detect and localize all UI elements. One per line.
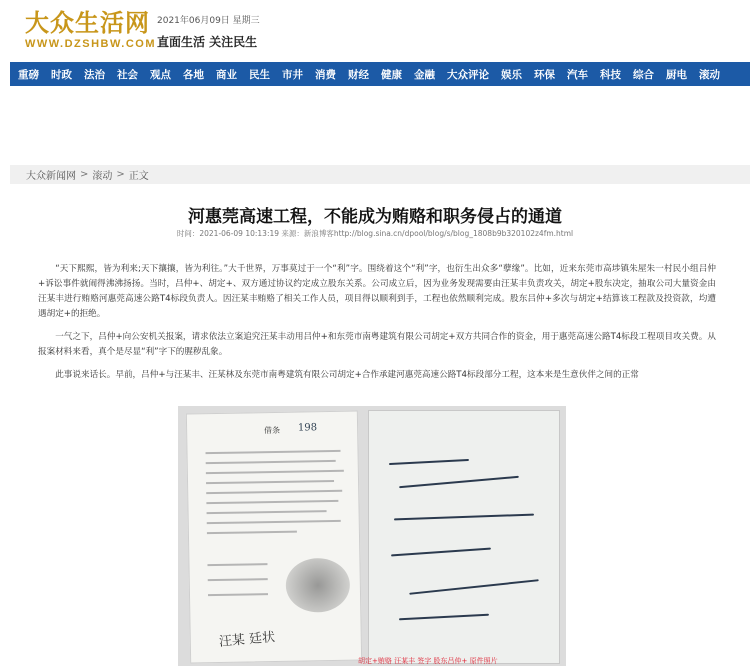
header-date: 2021年06月09日 星期三 [157,16,260,26]
nav-item[interactable]: 法治 [84,68,105,81]
breadcrumb-separator: > [116,169,125,180]
doc-number: 198 [297,422,318,434]
nav-item[interactable]: 社会 [117,68,138,81]
doc-signature: 汪某 廷状 [218,630,276,650]
article-meta: 时间：2021-06-09 10:13:19 来源：新浪博客http://blog.sina.cn/dpool/blog/s/blog_1808b9b320102z4fm.html [176,229,574,238]
main-nav [10,62,750,86]
nav-item[interactable]: 金融 [414,68,435,81]
photo-watermark: 胡定+贿赂 汪某丰 签字 股东吕仲+ 原件照片 [358,657,498,665]
article-paragraph: 一气之下，吕仲+向公安机关报案，请求依法立案追究汪某丰动用吕仲+和东莞市南粤建筑有限公司胡定+双方共同合作的资金，用于惠莞高速公路T4标段工程项目攻关费。从报案材料来看，真个是尽显“利”字下的腥秽乱象。 [38,332,716,357]
nav-item[interactable]: 各地 [183,68,204,81]
nav-item[interactable]: 科技 [600,68,621,81]
breadcrumb-separator: > [80,169,89,180]
nav-item[interactable]: 娱乐 [501,68,522,81]
doc-heading: 借条 [264,425,281,436]
nav-item[interactable]: 市井 [282,68,303,81]
nav-item[interactable]: 厨电 [666,68,687,81]
nav-item[interactable]: 环保 [534,68,555,81]
nav-item[interactable]: 时政 [51,68,72,81]
nav-item[interactable]: 消费 [315,68,336,81]
nav-item[interactable]: 综合 [633,68,654,81]
logo-url: WWW.DZSHBW.COM [25,38,156,50]
fingerprint-stamp [285,558,350,613]
nav-item[interactable]: 商业 [216,68,237,81]
nav-item[interactable]: 重磅 [18,68,39,81]
breadcrumb [10,165,750,184]
article-paragraph: “天下熙熙，皆为利来;天下攘攘，皆为利往。”大千世界，万事莫过于一个“利”字。围绕着这个“利”字，也衍生出众多“孽缘”。比如，近来东莞市高埗镇朱屋朱一村民小组吕仲+诉讼事件就闹得沸沸扬扬。当时，吕仲+、胡定+、双方通过协议约定成立股东关系。公司成立后，因为业务发现需要由汪某丰负责攻关，胡定+股东决定，抽取公司大量资金由汪某丰进行贿赂河惠莞高速公路T4标段负责人。因汪某丰贿赂了相关工作人员，项目得以顺利到手，工程也依然顺利完成。股东吕仲+多次与胡定+结算该工程款及投资款，均遭遇胡定+的拒绝。 [38,264,716,319]
article-title: 河惠莞高速工程，不能成为贿赂和职务侵占的通道 [188,207,562,227]
breadcrumb-current: 正文 [128,171,149,182]
nav-item[interactable]: 大众评论 [447,68,489,81]
nav-item[interactable]: 民生 [249,68,270,81]
article-body [38,262,716,391]
typed-document [186,411,362,664]
handwritten-note [368,410,560,664]
breadcrumb-rolling[interactable]: 滚动 [92,171,113,182]
article-paragraph: 此事说来话长。早前，吕仲+与汪某丰、汪某林及东莞市南粤建筑有限公司胡定+合作承建河惠莞高速公路T4标段部分工程，这本来是生意伙伴之间的正常 [55,370,639,380]
nav-item[interactable]: 滚动 [699,68,720,81]
nav-item[interactable]: 观点 [150,68,171,81]
site-logo[interactable] [25,10,156,50]
breadcrumb-home[interactable]: 大众新闻网 [26,171,76,182]
site-header [0,0,750,60]
header-slogan: 直面生活 关注民生 [157,35,258,49]
nav-item[interactable]: 汽车 [567,68,588,81]
nav-item[interactable]: 财经 [348,68,369,81]
logo-title: 大众生活网 [25,8,150,37]
evidence-photo [178,406,566,666]
nav-item[interactable]: 健康 [381,68,402,81]
